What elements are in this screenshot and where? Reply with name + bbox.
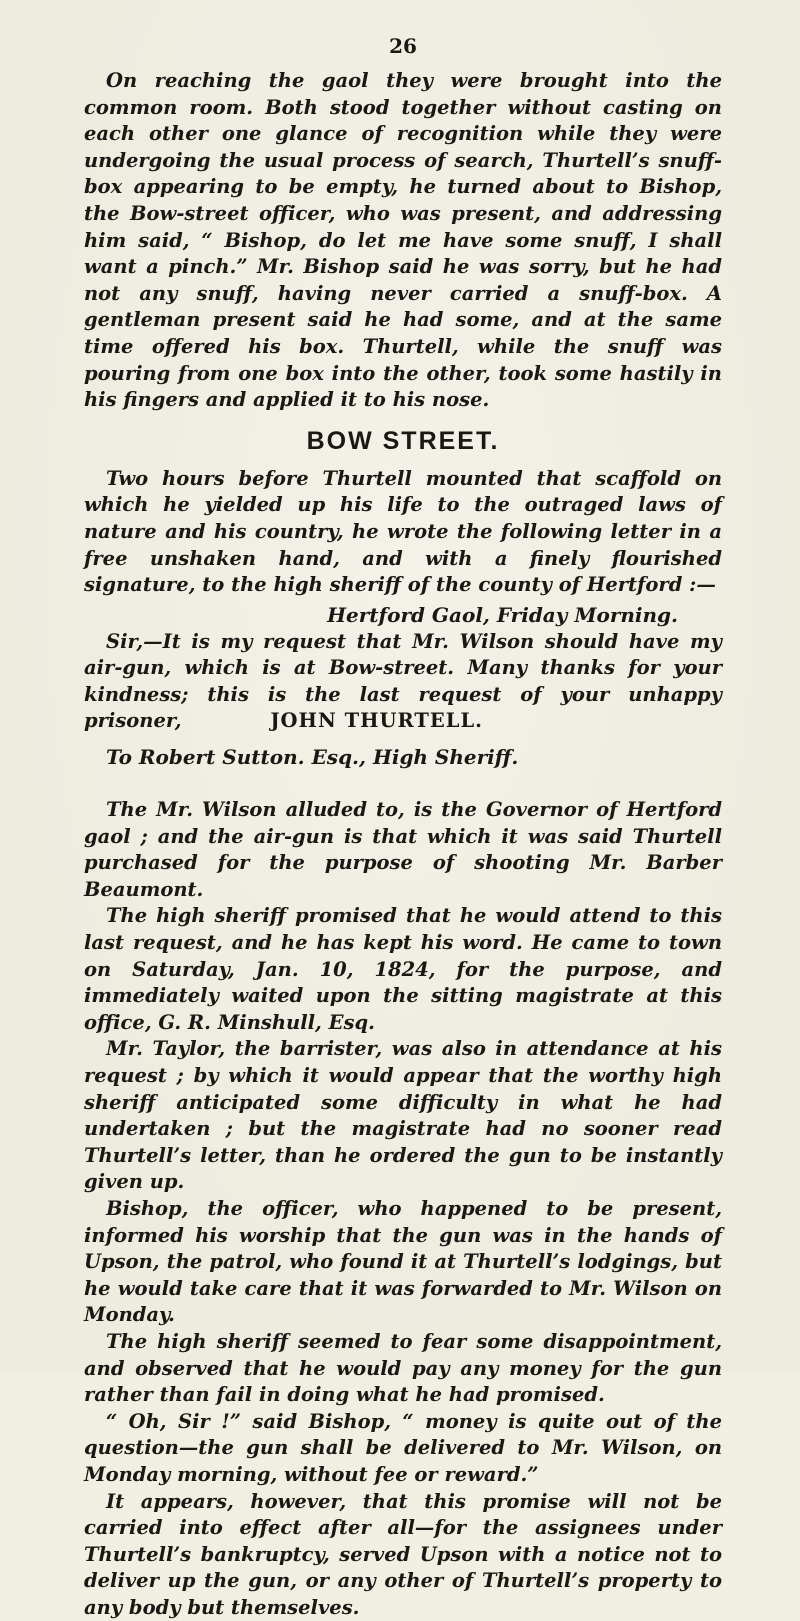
letter-signature: JOHN THURTELL. [248, 708, 483, 735]
paragraph-gaol-arrival: On reaching the gaol they were brought into the common room. Both stood together without casting on each other one glance of recognition while they were undergoing the usual process of search, Thurtell’s snuff-box appearing to be empty, he turned about to Bishop, the Bow-street officer, who was present, and addressing him said, “ Bishop, do let me have some snuff, I shall want a pinch.” Mr. Bishop said he was sorry, but he had not any snuff, having never carried a snuff-box. A gentleman present said he had some, and at the same time offered his box. Thurtell, while the snuff was pouring from one box into the other, took some hastily in his fingers and applied it to his nose. [84, 68, 722, 414]
letter-body [84, 629, 722, 735]
paragraph-quote: “ Oh, Sir !” said Bishop, “ money is quite out of the question—the gun shall be delivered to Mr. Wilson, on Monday morning, without fee or reward.” [84, 1409, 722, 1489]
paragraph-assignees: It appears, however, that this promise will not be carried into effect after all—for the assignees under Thurtell’s bankruptcy, served Upson with a notice not to deliver up the gun, or any other of Thurtell’s property to any body but themselves. [84, 1489, 722, 1621]
page-number: 26 [84, 34, 722, 58]
paragraph-letter-intro: Two hours before Thurtell mounted that scaffold on which he yielded up his life to the outraged laws of nature and his country, he wrote the following letter in a free unshaken hand, and with a finely flourished signature, to the high sheriff of the county of Hertford :— [84, 466, 722, 599]
letter-addressee: To Robert Sutton. Esq., High Sheriff. [106, 743, 722, 771]
paragraph-disappointment: The high sheriff seemed to fear some disappointment, and observed that he would pay any money for the gun rather than fail in doing what he had promised. [84, 1329, 722, 1409]
paragraph-bishop: Bishop, the officer, who happened to be present, informed his worship that the gun was in the hands of Upson, the patrol, who found it at Thurtell’s lodgings, but he would take care that it was forwarded to Mr. Wilson on Monday. [84, 1196, 722, 1329]
paragraph-taylor: Mr. Taylor, the barrister, was also in attendance at his request ; by which it would appear that the worthy high sheriff anticipated some difficulty in what he had undertaken ; but the magistrate had no sooner read Thurtell’s letter, than he ordered the gun to be instantly given up. [84, 1036, 722, 1196]
letter-dateline: Hertford Gaol, Friday Morning. [84, 601, 678, 629]
paragraph-sheriff-promise: The high sheriff promised that he would attend to this last request, and he has kept his word. He came to town on Saturday, Jan. 10, 1824, for the purpose, and immediately waited upon the sitting magistrate at this office, G. R. Minshull, Esq. [84, 903, 722, 1036]
section-heading: BOW STREET. [84, 426, 722, 456]
paragraph-wilson: The Mr. Wilson alluded to, is the Governor of Hertford gaol ; and the air-gun is that which it was said Thurtell purchased for the purpose of shooting Mr. Barber Beaumont. [84, 797, 722, 903]
letter-body-text: Sir,—It is my request that Mr. Wilson should have my air-gun, which is at Bow-street. Many thanks for your kindness; this is the last request of your unhappy prisoner, [84, 630, 722, 733]
